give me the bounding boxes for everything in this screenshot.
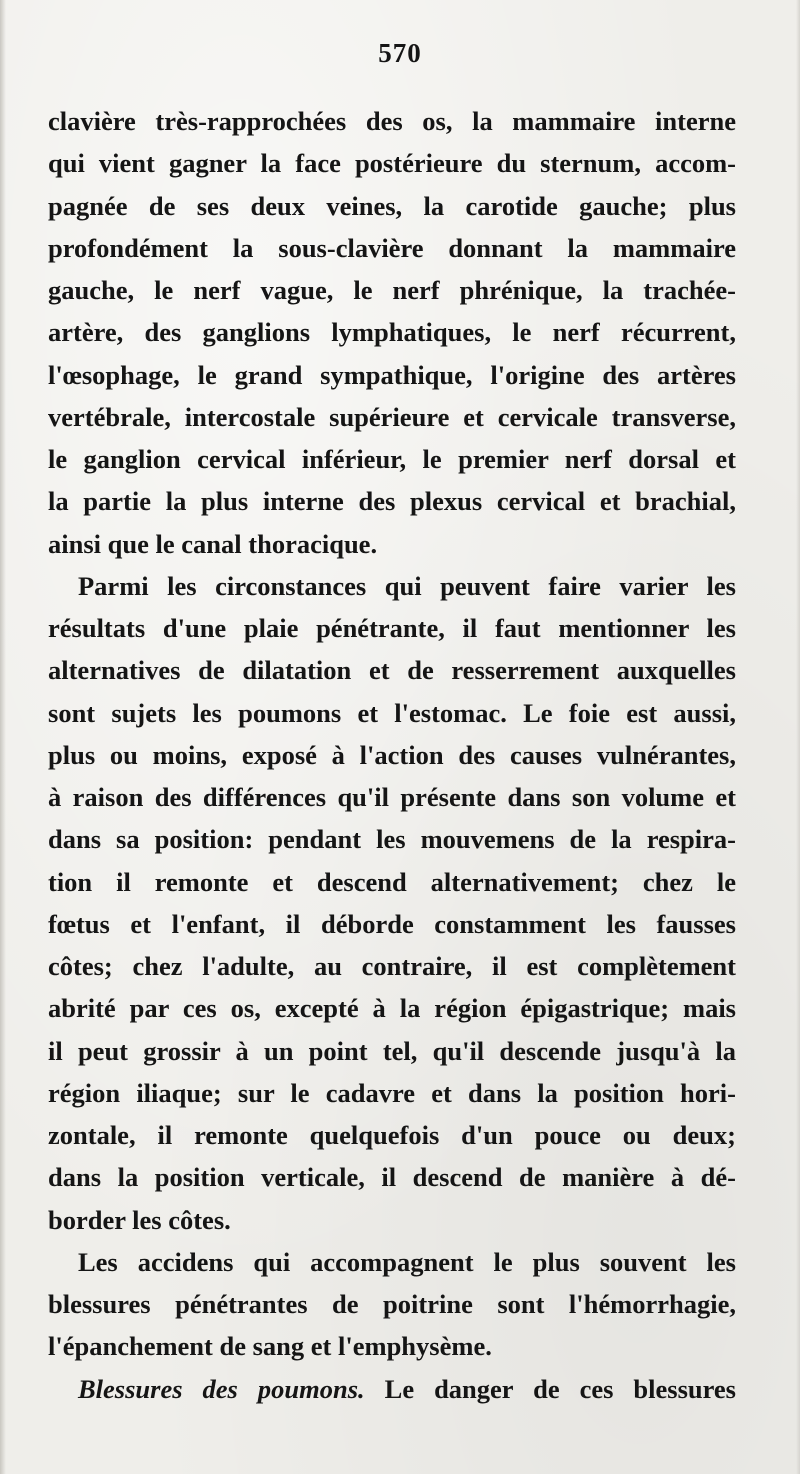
body-text <box>48 100 736 1410</box>
page-left-edge <box>0 0 6 1474</box>
text-line: résultats d'une plaie pénétrante, il faut mentionner les <box>48 613 736 643</box>
text-line: profondément la sous-clavière donnant la mammaire <box>48 232 736 263</box>
text-line: vertébrale, intercostale supérieure et cervicale transverse, <box>48 401 736 432</box>
text-line: clavière très-rapprochées des os, la mammaire interne <box>48 106 736 136</box>
text-line: gauche, le nerf vague, le nerf phrénique, la trachée- <box>48 275 736 305</box>
section-heading: Blessures des poumons. <box>78 1373 365 1404</box>
text-line: dans sa position: pendant les mouvemens de la respira- <box>48 824 736 855</box>
text-line: dans la position verticale, il descend de manière à dé- <box>48 1162 736 1193</box>
section-text: Le danger de ces blessures <box>384 1373 736 1404</box>
text-line: abrité par ces os, excepté à la région épigastrique; mais <box>48 993 736 1024</box>
text-line: à raison des différences qu'il présente dans son volume et <box>48 782 736 812</box>
text-line: ainsi que le canal thoracique. <box>48 528 378 559</box>
text-line: plus ou moins, exposé à l'action des causes vulnérantes, <box>48 739 736 770</box>
text-line: artère, des ganglions lymphatiques, le nerf récurrent, <box>48 317 736 348</box>
text-line: côtes; chez l'adulte, au contraire, il est complètement <box>48 951 736 981</box>
text-line: région iliaque; sur le cadavre et dans la position hori- <box>48 1077 736 1108</box>
text-line <box>48 1368 736 1410</box>
text-line: fœtus et l'enfant, il déborde constamment les fausses <box>48 908 736 939</box>
text-line: tion il remonte et descend alternativement; chez le <box>48 866 736 897</box>
text-line: l'épanchement de sang et l'emphysème. <box>48 1331 492 1362</box>
text-line: il peut grossir à un point tel, qu'il descende jusqu'à la <box>48 1035 736 1066</box>
text-line: le ganglion cervical inférieur, le premier nerf dorsal et <box>48 444 736 474</box>
text-line: border les côtes. <box>48 1204 231 1235</box>
text-line: zontale, il remonte quelquefois d'un pouce ou deux; <box>48 1120 736 1150</box>
text-line: pagnée de ses deux veines, la carotide gauche; plus <box>48 190 736 221</box>
page-right-edge <box>796 0 800 1474</box>
text-line: Les accidens qui accompagnent le plus souvent les <box>78 1246 736 1277</box>
text-line: blessures pénétrantes de poitrine sont l'hémorrhagie, <box>48 1289 736 1319</box>
page-number: 570 <box>378 38 422 68</box>
text-line: qui vient gagner la face postérieure du sternum, accom- <box>48 148 736 179</box>
text-line: la partie la plus interne des plexus cervical et brachial, <box>48 486 736 517</box>
text-line: Parmi les circonstances qui peuvent faire varier les <box>78 570 736 601</box>
text-line: alternatives de dilatation et de resserrement auxquelles <box>48 655 736 686</box>
text-line: l'œsophage, le grand sympathique, l'origine des artères <box>48 359 736 390</box>
text-line: sont sujets les poumons et l'estomac. Le foie est aussi, <box>48 697 736 728</box>
